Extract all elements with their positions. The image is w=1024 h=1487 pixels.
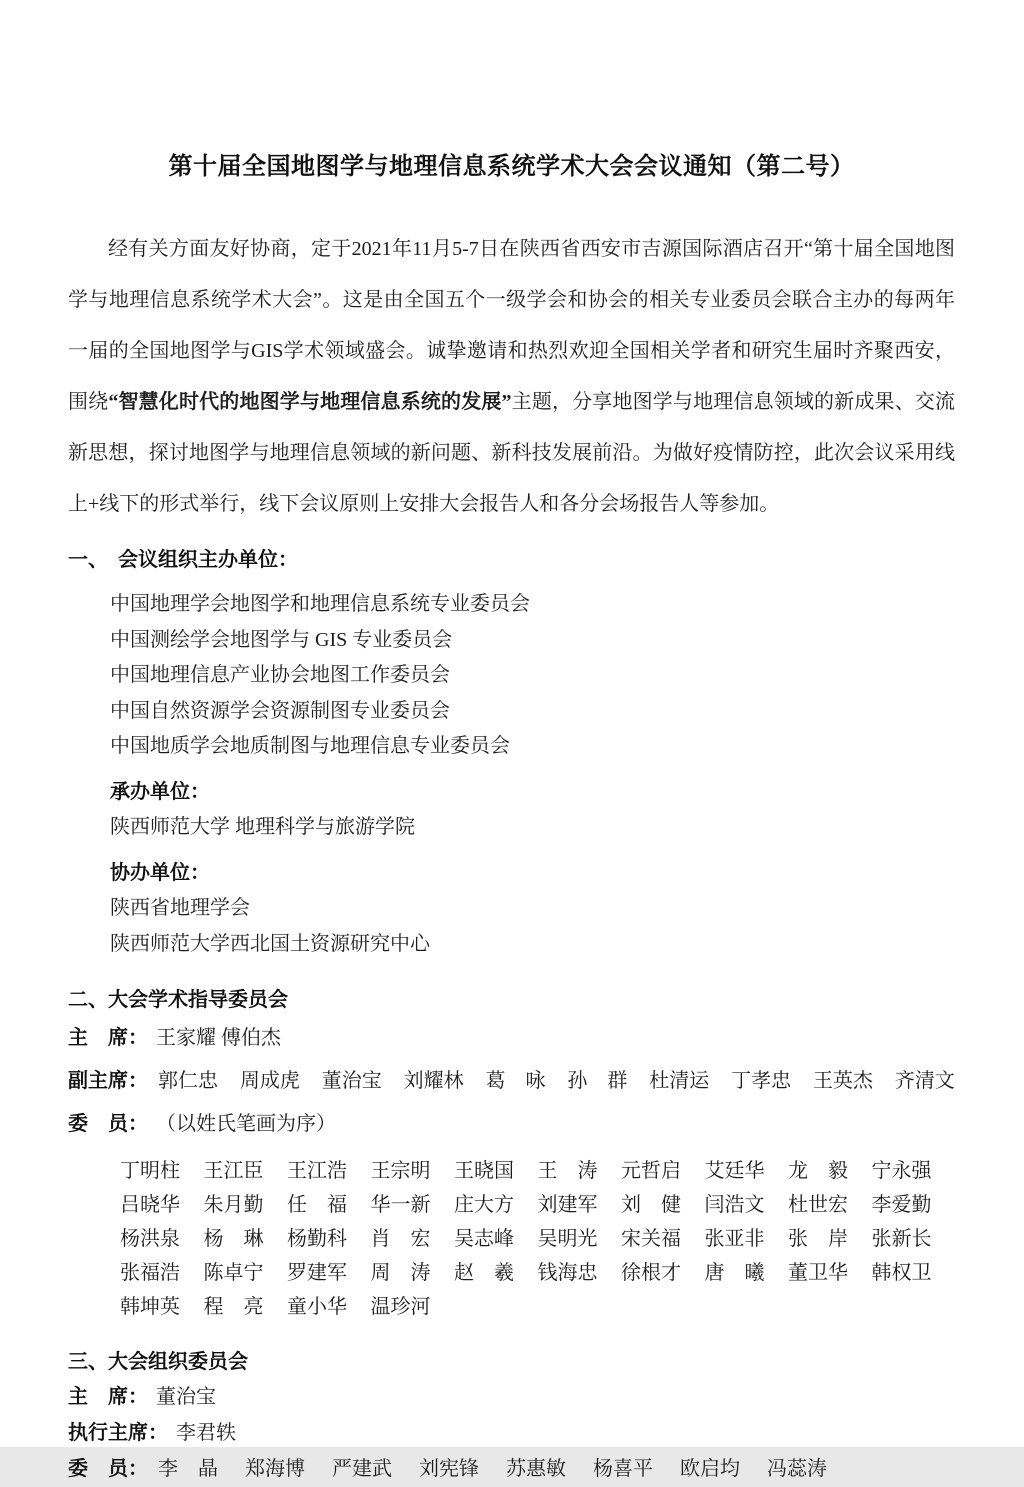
- organizer: 陕西师范大学 地理科学与旅游学院: [110, 816, 415, 838]
- vice-chair-name: 刘耀林: [403, 1070, 464, 1092]
- exec-chair-name: 李君轶: [176, 1422, 236, 1444]
- academic-chair-row: [68, 1017, 955, 1060]
- member-name: 郑海博: [245, 1458, 305, 1480]
- member-name: 任 福: [287, 1194, 347, 1216]
- document-title: 第十届全国地图学与地理信息系统学术大会会议通知（第二号）: [168, 154, 855, 180]
- member-name: 刘建军: [537, 1194, 598, 1216]
- member-name: 王晓国: [454, 1160, 514, 1182]
- section1-heading: 一、 会议组织主办单位：: [68, 549, 298, 571]
- member-name: 王江浩: [287, 1160, 347, 1182]
- member-name: 宋关福: [621, 1228, 681, 1250]
- member-name: 严建武: [332, 1458, 392, 1480]
- vice-chair-name: 齐清文: [894, 1070, 955, 1092]
- member-name: 董卫华: [788, 1262, 848, 1284]
- vice-chair-row: [68, 1060, 955, 1103]
- vice-chair-name: 董治宝: [321, 1070, 382, 1092]
- member-name: 杨喜平: [593, 1458, 653, 1480]
- host-organization: 中国测绘学会地图学与 GIS 专业委员会: [110, 628, 453, 651]
- exec-chair-label: 执行主席：: [68, 1422, 168, 1444]
- member-name: 杜世宏: [788, 1194, 848, 1216]
- host-organization: 中国地质学会地质制图与地理信息专业委员会: [110, 735, 510, 757]
- intro-paragraph: [68, 224, 955, 530]
- member-name: 韩坤英: [120, 1296, 180, 1318]
- member-name: 赵 羲: [454, 1262, 514, 1284]
- member-name: 张新长: [871, 1228, 932, 1250]
- member-label-row: [68, 1103, 955, 1146]
- member-name: 闫浩文: [704, 1194, 765, 1216]
- vice-chair-name: 郭仁忠: [158, 1070, 218, 1092]
- member-name: 杨 琳: [203, 1228, 264, 1250]
- vice-chair-name: 丁孝忠: [731, 1070, 792, 1092]
- member-name: 张 岸: [788, 1228, 848, 1250]
- vice-chair-name: 王英杰: [813, 1070, 873, 1092]
- host-organization: 中国地理信息产业协会地图工作委员会: [110, 664, 450, 686]
- member-name: 童小华: [287, 1296, 347, 1318]
- vice-chair-name: 孙 群: [567, 1070, 628, 1092]
- member-row: [120, 1188, 955, 1222]
- org-chair-label: 主 席：: [68, 1386, 148, 1408]
- organizers-list: [110, 810, 955, 846]
- intro-text-part1: 经有关方面友好协商，定于2021年11月5-7日在陕西省西安市吉源国际酒店召开“第十届全国地图学与地理信息系统学术大会”。这是由全国五个一级学会和协会的相关专业委员会联合主办的每两年一届的全国地图学与GIS学术领域盛会。诚挚邀请和热烈欢迎全国相关学者和研究生届时齐聚西安，围绕: [68, 238, 955, 413]
- member-name: 韩权卫: [871, 1262, 932, 1284]
- member-name: 龙 毅: [788, 1160, 848, 1182]
- member-name: 罗建军: [287, 1262, 347, 1284]
- member-name: 王 涛: [537, 1160, 598, 1182]
- exec-chair-row: [68, 1415, 955, 1451]
- member-row: [120, 1290, 955, 1324]
- org-member-label: 委 员：: [68, 1458, 148, 1480]
- vice-chair-names: [158, 1060, 955, 1103]
- vice-chair-name: 葛 咏: [485, 1070, 546, 1092]
- co-organizer: 陕西省地理学会: [110, 897, 250, 919]
- host-organization: 中国地理学会地图学和地理信息系统专业委员会: [110, 593, 530, 615]
- member-name: 温珍河: [370, 1296, 431, 1318]
- host-organizations-list: [110, 587, 955, 765]
- intro-theme-bold: “智慧化时代的地图学与地理信息系统的发展”: [108, 391, 512, 413]
- org-chair-name: 董治宝: [156, 1386, 216, 1408]
- member-name: 苏惠敏: [506, 1458, 566, 1480]
- member-name: 杨勤科: [287, 1228, 347, 1250]
- intro-text-part2: 主题，分享地图学与地理信息领域的新成果、交流新思想，探讨地图学与地理信息领域的新问题、新科技发展前沿。为做好疫情防控，此次会议采用线上+线下的形式举行，线下会议原则上安排大会报告人和各分会场报告人等参加。: [68, 391, 956, 515]
- co-organizer-label: 协办单位：: [110, 861, 210, 884]
- academic-members-grid: [120, 1154, 955, 1324]
- org-member-names: [158, 1451, 827, 1487]
- member-name: 吴志峰: [454, 1228, 514, 1250]
- member-name: 陈卓宁: [203, 1262, 264, 1284]
- org-chair-row: [68, 1379, 955, 1415]
- member-name: 刘宪锋: [419, 1458, 479, 1480]
- member-name: 欧启均: [680, 1458, 740, 1480]
- member-row: [120, 1222, 955, 1256]
- vice-chair-name: 周成虎: [239, 1070, 300, 1092]
- member-name: 张亚非: [704, 1228, 765, 1250]
- member-name: 王江臣: [203, 1160, 264, 1182]
- member-name: 刘 健: [621, 1194, 681, 1216]
- member-name: 吕晓华: [120, 1194, 180, 1216]
- member-name: 周 涛: [370, 1262, 431, 1284]
- chair-names: 王家耀 傅伯杰: [156, 1027, 281, 1049]
- co-organizer: 陕西师范大学西北国土资源研究中心: [110, 932, 430, 955]
- org-members-row: [68, 1451, 955, 1487]
- organizing-committee-rows: [68, 1379, 955, 1487]
- vice-chair-name: 杜清运: [649, 1070, 710, 1092]
- member-name: 肖 宏: [370, 1228, 431, 1250]
- co-organizers-list: [110, 891, 955, 962]
- section2-heading: 二、大会学术指导委员会: [68, 989, 288, 1011]
- member-name: 朱月勤: [203, 1194, 264, 1216]
- member-name: 李爱勤: [871, 1194, 932, 1216]
- member-name: 李 晶: [158, 1458, 218, 1480]
- host-organization: 中国自然资源学会资源制图专业委员会: [110, 699, 450, 722]
- member-order-note: （以姓氏笔画为序）: [156, 1113, 336, 1135]
- member-name: 徐根才: [621, 1262, 681, 1284]
- section3-heading: 三、大会组织委员会: [68, 1351, 248, 1373]
- member-label: 委 员：: [68, 1113, 148, 1135]
- member-name: 吴明光: [537, 1228, 598, 1250]
- member-name: 钱海忠: [537, 1262, 598, 1284]
- member-name: 张福浩: [120, 1262, 180, 1284]
- member-name: 唐 曦: [704, 1262, 765, 1284]
- member-name: 丁明柱: [120, 1160, 180, 1182]
- member-name: 程 亮: [203, 1296, 264, 1318]
- member-name: 艾廷华: [704, 1160, 765, 1182]
- member-name: 华一新: [370, 1194, 431, 1216]
- member-name: 王宗明: [370, 1160, 431, 1182]
- member-name: 元哲启: [621, 1160, 681, 1182]
- member-row: [120, 1154, 955, 1188]
- chair-label: 主 席：: [68, 1027, 148, 1049]
- member-row: [120, 1256, 955, 1290]
- organizer-label: 承办单位：: [110, 780, 210, 803]
- member-name: 宁永强: [871, 1160, 932, 1182]
- member-name: 庄大方: [454, 1194, 514, 1216]
- member-name: 冯蕊涛: [767, 1458, 827, 1480]
- vice-chair-label: 副主席：: [68, 1070, 148, 1092]
- member-name: 杨洪泉: [120, 1228, 180, 1250]
